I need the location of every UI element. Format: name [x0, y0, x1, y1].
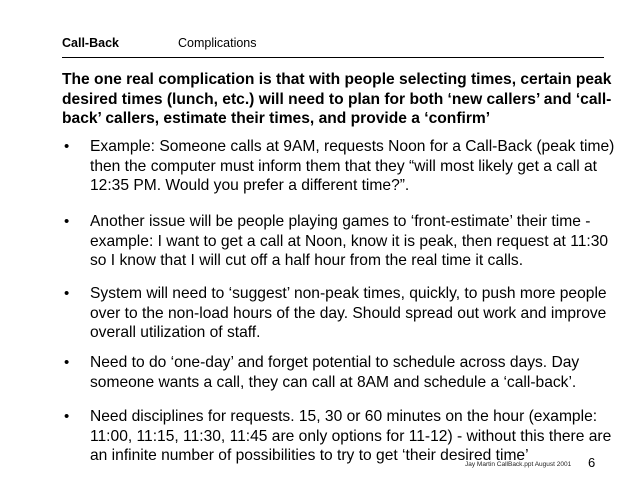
bullet-item: [62, 212, 620, 271]
section-title: Call-Back: [62, 36, 119, 50]
bullet-item: [62, 407, 620, 466]
footer-source: Jay Martin CallBack.ppt August 2001: [465, 461, 572, 468]
header-divider: [62, 57, 604, 58]
bullet-text: Another issue will be people playing games to ‘front-estimate’ their time - example: I want to get a call at Noon, know it is peak, then request at 11:30 so I know that I will cut off a half hour from the real time it calls.: [90, 213, 609, 270]
bullet-icon: •: [64, 408, 70, 425]
bullet-item: [62, 284, 620, 343]
bullet-item: [62, 353, 620, 392]
bullet-icon: •: [64, 285, 70, 302]
bullet-icon: •: [64, 138, 70, 155]
bullet-item: [62, 137, 620, 196]
page-number: 6: [588, 455, 596, 470]
slide-header: [62, 36, 604, 54]
bullet-icon: •: [64, 213, 70, 230]
bullet-text: Need to do ‘one-day’ and forget potential to schedule across days. Day someone wants a call, they can call at 8AM and schedule a ‘call-back’.: [90, 354, 580, 391]
bullet-text: Need disciplines for requests. 15, 30 or 60 minutes on the hour (example: 11:00, 11:15, 11:30, 11:45 are only options for 11-12) - without this there are an infinite number of possibilities to try to get ‘their desired time’: [90, 408, 612, 465]
bullet-text: System will need to ‘suggest’ non-peak times, quickly, to push more people over to the non-load hours of the day. Should spread out work and improve overall utilization of staff.: [90, 285, 607, 342]
bullet-text: Example: Someone calls at 9AM, requests Noon for a Call-Back (peak time) then the computer must inform them that they “will most likely get a call at 12:35 PM. Would you prefer a different time?”.: [90, 138, 615, 195]
bullet-icon: •: [64, 354, 70, 371]
topic-title: Complications: [178, 36, 257, 50]
intro-paragraph: The one real complication is that with people selecting times, certain peak desired times (lunch, etc.) will need to plan for both ‘new callers’ and ‘call-back’ callers, estimate their times, and provide a ‘confirm’: [62, 71, 612, 128]
